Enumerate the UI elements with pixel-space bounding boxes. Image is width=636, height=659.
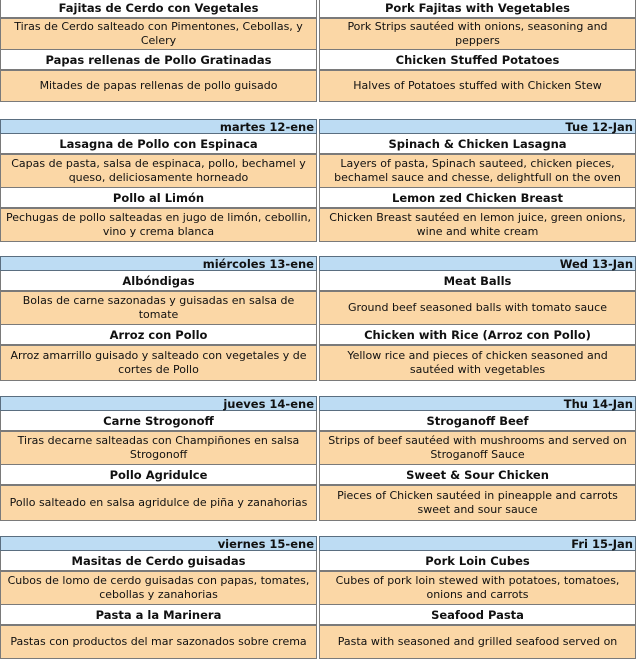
dish-title: Pasta a la Marinera (0, 605, 317, 625)
dish-description: Pasta with seasoned and grilled seafood served on (319, 625, 636, 659)
spacer (0, 521, 636, 536)
day-block-friday (0, 536, 636, 659)
day-header-en: Wed 13-Jan (319, 256, 636, 271)
dish-description: Layers of pasta, Spinach sauteed, chicken pieces, bechamel sauce and chesse, delightfull on the oven (319, 154, 636, 188)
spanish-column (0, 134, 317, 242)
dish-title: Spinach & Chicken Lasagna (319, 134, 636, 154)
dish-description: Capas de pasta, salsa de espinaca, pollo, bechamel y queso, deliciosamente horneado (0, 154, 317, 188)
english-column (319, 0, 636, 102)
dish-title: Lemon zed Chicken Breast (319, 188, 636, 208)
spanish-column (0, 551, 317, 659)
dish-title: Chicken Stuffed Potatoes (319, 50, 636, 70)
spacer (0, 381, 636, 396)
day-block-thursday (0, 396, 636, 521)
day-header-es: martes 12-ene (0, 119, 317, 134)
dish-title: Meat Balls (319, 271, 636, 291)
spanish-column (0, 411, 317, 521)
dish-title: Chicken with Rice (Arroz con Pollo) (319, 325, 636, 345)
dish-description: Pieces of Chicken sautéed in pineapple and carrots sweet and sour sauce (319, 485, 636, 521)
dish-title: Albóndigas (0, 271, 317, 291)
dish-title: Pork Loin Cubes (319, 551, 636, 571)
dish-title: Carne Strogonoff (0, 411, 317, 431)
dish-description: Halves of Potatoes stuffed with Chicken Stew (319, 70, 636, 102)
dish-description: Cubos de lomo de cerdo guisadas con papas, tomates, cebollas y zanahorias (0, 571, 317, 605)
dish-description: Strips of beef sautéed with mushrooms and served on Stroganoff Sauce (319, 431, 636, 465)
dish-description: Ground beef seasoned balls with tomato sauce (319, 291, 636, 325)
dish-title: Arroz con Pollo (0, 325, 317, 345)
dish-description: Cubes of pork loin stewed with potatoes, tomatoes, onions and carrots (319, 571, 636, 605)
dish-description: Bolas de carne sazonadas y guisadas en salsa de tomate (0, 291, 317, 325)
dish-description: Tiras de Cerdo salteado con Pimentones, Cebollas, y Celery (0, 18, 317, 50)
spanish-column (0, 271, 317, 381)
dish-description: Mitades de papas rellenas de pollo guisado (0, 70, 317, 102)
dish-description: Tiras decarne salteadas con Champiñones en salsa Strogonoff (0, 431, 317, 465)
dish-description: Arroz amarrillo guisado y salteado con vegetales y de cortes de Pollo (0, 345, 317, 381)
dish-title: Masitas de Cerdo guisadas (0, 551, 317, 571)
dish-description: Pechugas de pollo salteadas en jugo de limón, cebollin, vino y crema blanca (0, 208, 317, 242)
dish-title: Stroganoff Beef (319, 411, 636, 431)
dish-description: Pollo salteado en salsa agridulce de piña y zanahorias (0, 485, 317, 521)
day-header-es: viernes 15-ene (0, 536, 317, 551)
dish-title: Sweet & Sour Chicken (319, 465, 636, 485)
day-block-tuesday (0, 119, 636, 242)
dish-title: Lasagna de Pollo con Espinaca (0, 134, 317, 154)
spacer (0, 242, 636, 256)
day-header-en: Tue 12-Jan (319, 119, 636, 134)
day-header-en: Fri 15-Jan (319, 536, 636, 551)
spacer (0, 102, 636, 119)
day-header-en: Thu 14-Jan (319, 396, 636, 411)
dish-title: Pollo al Limón (0, 188, 317, 208)
dish-title: Pork Fajitas with Vegetables (319, 0, 636, 18)
dish-description: Pastas con productos del mar sazonados sobre crema (0, 625, 317, 659)
dish-title: Fajitas de Cerdo con Vegetales (0, 0, 317, 18)
day-header-es: jueves 14-ene (0, 396, 317, 411)
day-block-wednesday (0, 256, 636, 381)
dish-description: Yellow rice and pieces of chicken seasoned and sautéed with vegetables (319, 345, 636, 381)
english-column (319, 134, 636, 242)
dish-description: Pork Strips sautéed with onions, seasoning and peppers (319, 18, 636, 50)
dish-title: Papas rellenas de Pollo Gratinadas (0, 50, 317, 70)
day-header-es: miércoles 13-ene (0, 256, 317, 271)
day-block-monday (0, 0, 636, 102)
english-column (319, 551, 636, 659)
spanish-column (0, 0, 317, 102)
english-column (319, 271, 636, 381)
english-column (319, 411, 636, 521)
dish-title: Pollo Agridulce (0, 465, 317, 485)
dish-description: Chicken Breast sautéed en lemon juice, green onions, wine and white cream (319, 208, 636, 242)
dish-title: Seafood Pasta (319, 605, 636, 625)
